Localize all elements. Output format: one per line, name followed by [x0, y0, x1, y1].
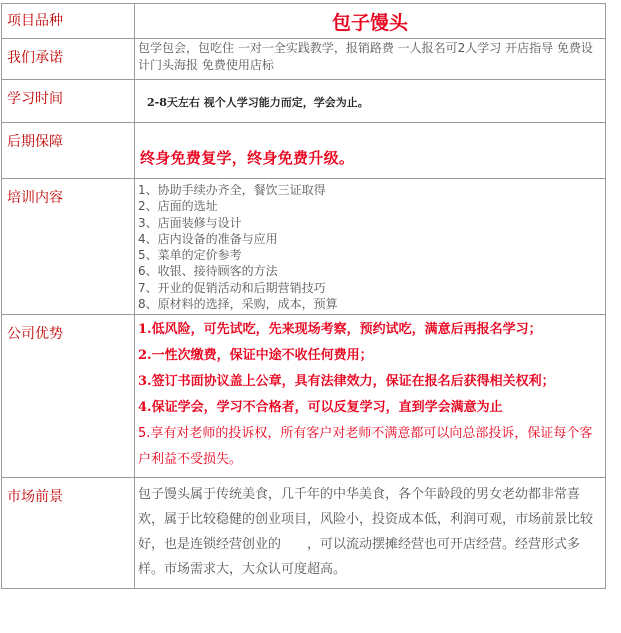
- row-study-time: [2, 80, 606, 123]
- value-training-cell: [135, 179, 606, 315]
- training-item: 4、店内设备的准备与应用: [138, 231, 278, 246]
- advantage-item: 1.低风险，可先试吃，先来现场考察，预约试吃，满意后再报名学习；: [138, 322, 542, 338]
- training-item: 8、原材料的选择，采购，成本，预算: [138, 297, 338, 312]
- label-study-time: 学习时间: [2, 80, 135, 123]
- row-advantages: [2, 315, 606, 478]
- row-product: [2, 4, 606, 39]
- advantage-item: 2.一性次缴费，保证中途不收任何费用；: [138, 348, 373, 364]
- market-text: 包子馒头属于传统美食，几千年的中华美食，各个年龄段的男女老幼都非常喜欢，属于比较稳健的创业项目，风险小，投资成本低，利润可观，市场前景比较好，也是连锁经营创业的 ，可以流动摆摊经营也可开店经营。经营形式多样。市场需求大，大众认可度超高。: [138, 487, 594, 578]
- row-promise: [2, 39, 606, 80]
- row-guarantee: [2, 123, 606, 179]
- label-market: 市场前景: [2, 478, 135, 589]
- guarantee-text: 终身免费复学，终身免费升级。: [140, 149, 355, 167]
- advantages-list: [135, 315, 605, 477]
- value-product-cell: [135, 4, 606, 39]
- training-item: 5、菜单的定价参考: [138, 248, 242, 263]
- row-training: [2, 179, 606, 315]
- label-product: 项目品种: [2, 4, 135, 39]
- value-advantages-cell: [135, 315, 606, 478]
- advantage-item: 4.保证学会，学习不合格者，可以反复学习，直到学会满意为止: [138, 400, 503, 416]
- training-list: [135, 179, 605, 314]
- value-market-cell: [135, 478, 606, 589]
- project-info-table: [1, 3, 606, 589]
- row-market: [2, 478, 606, 589]
- training-item: 2、店面的选址: [138, 199, 218, 214]
- training-item: 3、店面装修与设计: [138, 215, 242, 230]
- value-study-time-cell: [135, 80, 606, 123]
- advantage-item: 5.享有对老师的投诉权，所有客户对老师不满意都可以向总部投诉，保证每个客户利益不受损失。: [138, 426, 593, 468]
- training-item: 1、协助手续办齐全，餐饮三证取得: [138, 183, 326, 197]
- product-title: 包子馒头: [331, 12, 408, 34]
- training-item: 6、收银、接待顾客的方法: [138, 264, 278, 279]
- label-promise: 我们承诺: [2, 39, 135, 80]
- advantage-item: 3.签订书面协议盖上公章，具有法律效力，保证在报名后获得相关权利；: [138, 374, 555, 390]
- info-table-wrapper: [1, 3, 606, 589]
- value-promise-cell: [135, 39, 606, 80]
- value-guarantee-cell: [135, 123, 606, 179]
- study-time-text: 2-8天左右 视个人学习能力而定，学会为止。: [147, 96, 369, 109]
- training-item: 7、开业的促销活动和后期营销技巧: [138, 280, 326, 295]
- label-advantages: 公司优势: [2, 315, 135, 478]
- label-training: 培训内容: [2, 179, 135, 315]
- promise-text: 包学包会，包吃住 一对一全实践教学，报销路费 一人报名可2人学习 开店指导 免费设计门头海报 免费使用店标: [138, 41, 593, 72]
- label-guarantee: 后期保障: [2, 123, 135, 179]
